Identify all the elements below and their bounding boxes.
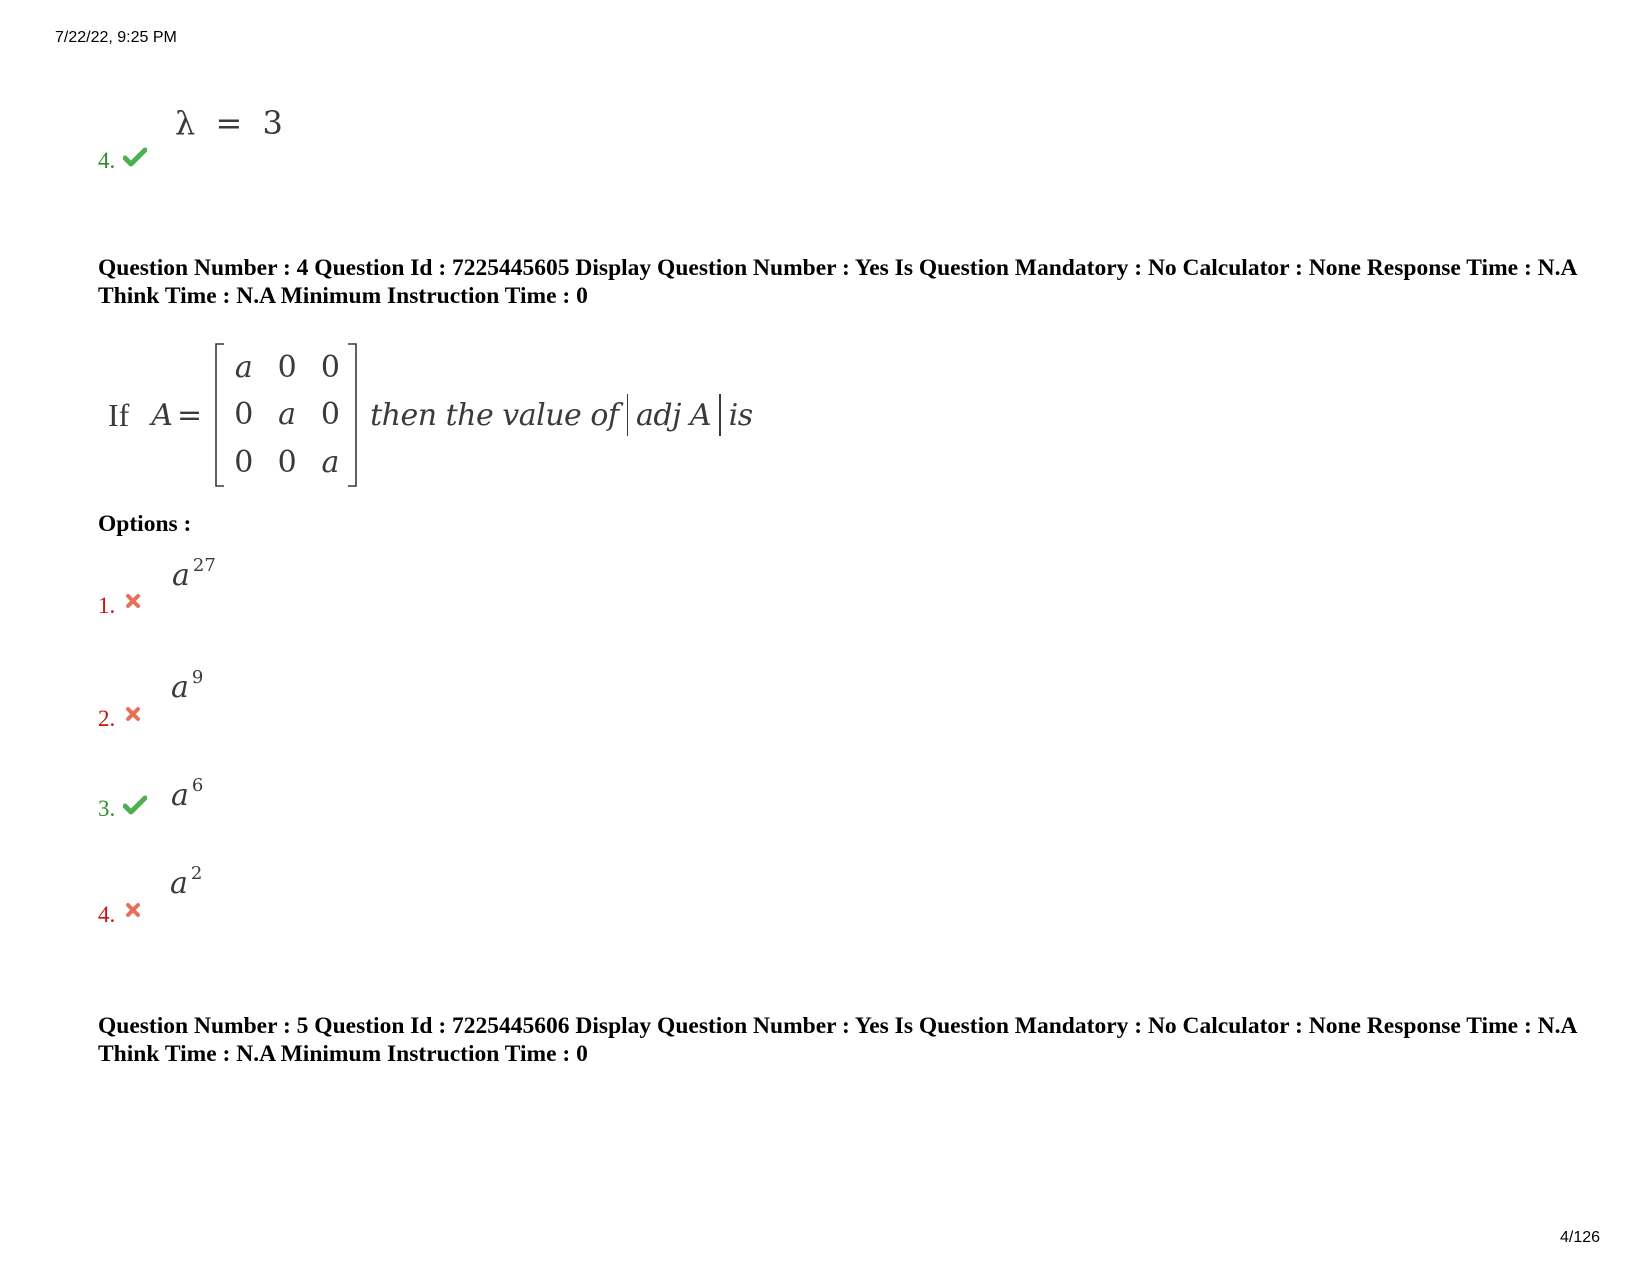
- option-4: [98, 902, 141, 928]
- stem-if: If: [108, 396, 130, 433]
- lambda-symbol: λ: [175, 104, 196, 142]
- stem-matrix-var: A: [151, 397, 173, 433]
- stem-abs-content: adj A: [636, 397, 712, 433]
- options-label: Options :: [98, 511, 192, 537]
- stem-end-text: is: [728, 397, 753, 433]
- prev-option-4-math: [175, 104, 283, 142]
- equals-sign: =: [215, 104, 243, 142]
- option-1: [98, 593, 141, 619]
- abs-bar-right: [719, 394, 721, 436]
- print-timestamp: 7/22/22, 9:25 PM: [55, 29, 177, 46]
- matrix-A: [212, 342, 360, 488]
- matrix-cell: 0: [320, 397, 340, 433]
- matrix-cell: 0: [234, 444, 254, 480]
- cross-icon: [125, 593, 141, 609]
- question-4-stem: [108, 340, 753, 490]
- question-4-header: Question Number : 4 Question Id : 7225445605 Display Question Number : Yes Is Question Mandatory : No Calculator : None Response Time : N.A Think Time : N.A Minimum Instruction Time : 0: [98, 255, 1577, 309]
- option-base: a: [171, 778, 189, 813]
- option-exponent: 6: [191, 775, 204, 796]
- page-number: 4/126: [1560, 1229, 1601, 1246]
- stem-tail-text: then the value of: [370, 397, 619, 433]
- matrix-cell: a: [278, 397, 297, 433]
- check-icon: [123, 147, 147, 167]
- option-4-math: [170, 863, 203, 901]
- matrix-grid: [222, 344, 352, 486]
- option-2: [98, 706, 141, 732]
- option-base: a: [170, 866, 188, 901]
- matrix-cell: 0: [277, 444, 297, 480]
- abs-bar-left: [627, 394, 629, 436]
- option-3-math: [171, 775, 204, 813]
- option-exponent: 2: [190, 863, 203, 884]
- cross-icon: [125, 706, 141, 722]
- option-2-math: [171, 667, 204, 705]
- value: 3: [262, 104, 283, 142]
- option-number: 4.: [98, 902, 116, 927]
- stem-equals: =: [176, 397, 203, 433]
- option-exponent: 9: [191, 667, 204, 688]
- option-3: [98, 796, 147, 822]
- matrix-cell: 0: [320, 350, 340, 386]
- matrix-cell: 0: [277, 350, 297, 386]
- matrix-cell: a: [321, 444, 340, 480]
- matrix-cell: 0: [234, 397, 254, 433]
- option-base: a: [171, 670, 189, 705]
- option-number: 1.: [98, 593, 116, 618]
- prev-option-4: [98, 148, 147, 174]
- matrix-cell: a: [234, 350, 253, 386]
- option-1-math: [172, 555, 216, 593]
- option-base: a: [172, 558, 190, 593]
- option-number: 3.: [98, 796, 116, 821]
- option-number: 4.: [98, 148, 116, 173]
- cross-icon: [125, 902, 141, 918]
- question-5-header: Question Number : 5 Question Id : 7225445606 Display Question Number : Yes Is Question Mandatory : No Calculator : None Response Time : N.A Think Time : N.A Minimum Instruction Time : 0: [98, 1013, 1577, 1067]
- option-number: 2.: [98, 706, 116, 731]
- option-exponent: 27: [192, 555, 216, 576]
- check-icon: [123, 795, 147, 815]
